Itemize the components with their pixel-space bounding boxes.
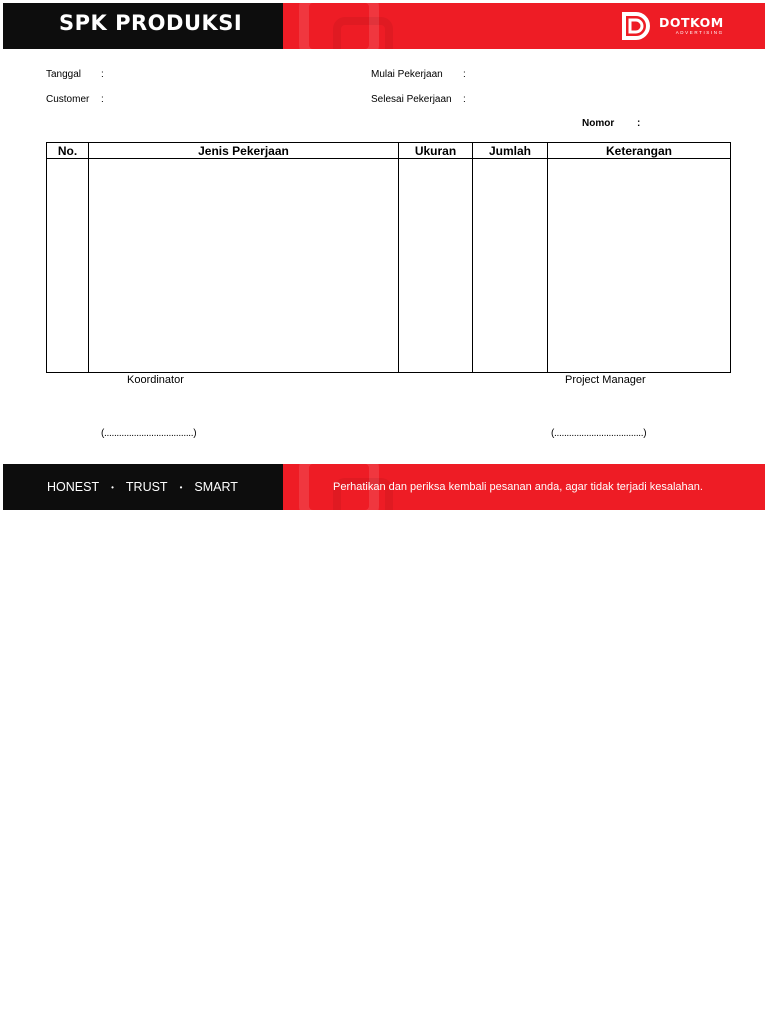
field-mulai-sep: :	[463, 69, 466, 80]
separator-dot: •	[179, 482, 183, 492]
footer-note: Perhatikan dan periksa kembali pesanan anda, agar tidak terjadi kesalahan.	[333, 481, 703, 493]
col-header-jenis-pekerjaan: Jenis Pekerjaan	[89, 143, 399, 159]
col-header-ukuran: Ukuran	[399, 143, 473, 159]
table-header-row	[47, 143, 731, 159]
cell-jenis-pekerjaan[interactable]	[89, 159, 399, 373]
col-header-jumlah: Jumlah	[473, 143, 548, 159]
logo-subtitle: ADVERTISING	[675, 30, 724, 35]
field-nomor-label: Nomor	[582, 118, 615, 129]
logo-name: DOTKOM	[659, 14, 724, 30]
field-nomor-sep: :	[637, 118, 641, 129]
separator-dot: •	[111, 482, 114, 492]
field-tanggal-label: Tanggal	[46, 69, 82, 80]
dotkom-logo-icon	[621, 11, 653, 41]
field-selesai-label: Selesai Pekerjaan	[371, 94, 452, 105]
field-selesai-sep: :	[463, 94, 466, 105]
col-header-keterangan: Keterangan	[548, 143, 731, 159]
signature-line-koordinator: (....................................)	[101, 428, 197, 439]
value-smart: SMART	[194, 480, 238, 494]
company-logo	[621, 11, 724, 41]
field-customer-label: Customer	[46, 94, 90, 105]
field-mulai-label: Mulai Pekerjaan	[371, 69, 443, 80]
footer-band	[3, 464, 765, 510]
company-values	[47, 480, 238, 494]
cell-ukuran[interactable]	[399, 159, 473, 373]
field-customer-sep: :	[101, 94, 104, 105]
value-trust: TRUST	[125, 480, 168, 494]
value-honest: HONEST	[47, 480, 100, 494]
header-decoration-2	[333, 17, 393, 49]
field-tanggal-sep: :	[101, 69, 104, 80]
signature-role-koordinator: Koordinator	[127, 374, 184, 386]
page-title: SPK PRODUKSI	[59, 11, 243, 35]
cell-keterangan[interactable]	[548, 159, 731, 373]
cell-no[interactable]	[47, 159, 89, 373]
work-order-table	[46, 142, 730, 373]
col-header-no: No.	[47, 143, 89, 159]
table-row	[47, 159, 731, 373]
signature-line-project-manager: (....................................)	[551, 428, 647, 439]
signature-role-project-manager: Project Manager	[565, 374, 646, 386]
cell-jumlah[interactable]	[473, 159, 548, 373]
header-band	[3, 3, 765, 49]
